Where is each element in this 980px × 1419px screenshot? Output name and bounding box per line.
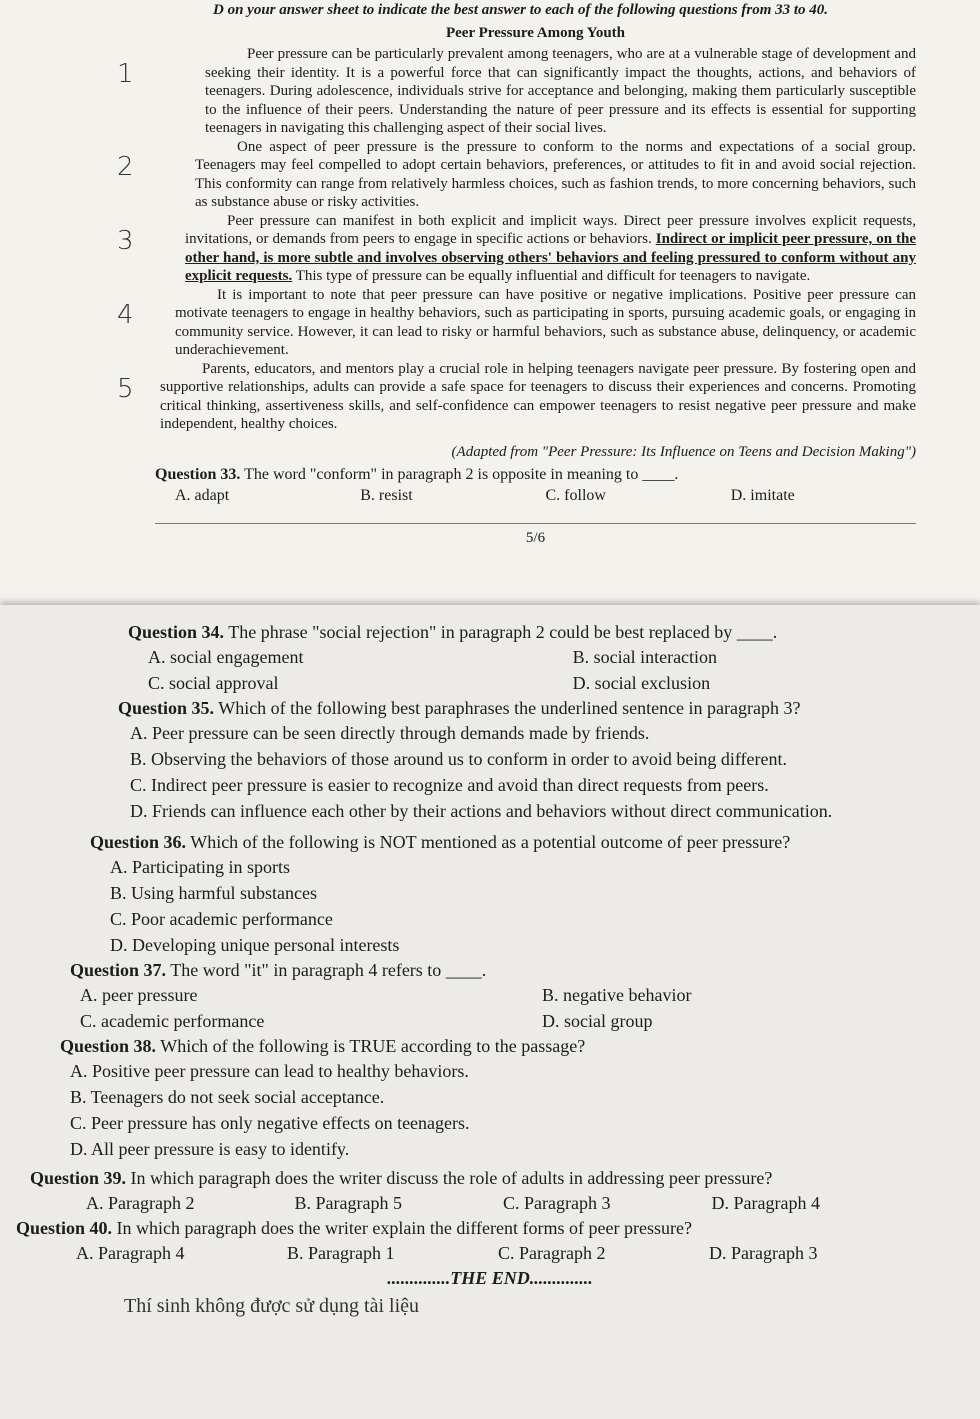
q38-option-d[interactable]: D. All peer pressure is easy to identify. bbox=[70, 1139, 350, 1159]
paragraph-3-text-c: This type of pressure can be equally influential and difficult for teenagers to navigate. bbox=[295, 268, 811, 284]
paragraph-1 bbox=[117, 45, 916, 138]
q38-option-a[interactable]: A. Positive peer pressure can lead to healthy behaviors. bbox=[70, 1061, 469, 1081]
q36-option-b[interactable]: B. Using harmful substances bbox=[110, 883, 317, 903]
q33-option-b[interactable]: B. resist bbox=[360, 486, 413, 504]
q37-option-c[interactable]: C. academic performance bbox=[80, 1011, 265, 1031]
q40-option-c[interactable]: C. Paragraph 2 bbox=[498, 1243, 606, 1263]
q34-option-d[interactable]: D. social exclusion bbox=[572, 673, 711, 693]
paragraph-4 bbox=[117, 286, 916, 360]
q34-option-b[interactable]: B. social interaction bbox=[572, 647, 718, 667]
q38-label: Question 38. bbox=[60, 1036, 157, 1056]
q34-options bbox=[60, 644, 920, 696]
q40-text: In which paragraph does the writer explain the different forms of peer pressure? bbox=[116, 1218, 692, 1238]
q34-label: Question 34. bbox=[128, 622, 225, 642]
question-39 bbox=[30, 1166, 920, 1190]
q33-option-c[interactable]: C. follow bbox=[545, 486, 606, 504]
paragraph-5-text: Parents, educators, and mentors play a crucial role in helping teenagers navigate peer pressure. By fostering open and supportive relationships, adults can provide a safe space for teenagers to discuss their experiences and concerns. Promoting critical thinking, assertiveness skills, and self-confidence can empower teenagers to resist negative peer pressure and make independent, healthy choices. bbox=[160, 360, 916, 432]
q37-option-b[interactable]: B. negative behavior bbox=[542, 985, 692, 1005]
margin-number-5: 5 bbox=[117, 373, 134, 404]
q40-option-b[interactable]: B. Paragraph 1 bbox=[287, 1243, 395, 1263]
question-35 bbox=[60, 696, 920, 720]
q36-option-d[interactable]: D. Developing unique personal interests bbox=[110, 935, 400, 955]
question-34 bbox=[60, 620, 920, 644]
q35-text: Which of the following best paraphrases the underlined sentence in paragraph 3? bbox=[218, 698, 801, 718]
paragraph-3 bbox=[117, 212, 917, 286]
q39-option-d[interactable]: D. Paragraph 4 bbox=[711, 1193, 820, 1213]
question-38 bbox=[60, 1034, 920, 1058]
passage-title: Peer Pressure Among Youth bbox=[445, 25, 626, 41]
footer-note: Thí sinh không được sử dụng tài liệu bbox=[124, 1295, 420, 1317]
q38-text: Which of the following is TRUE according to the passage? bbox=[160, 1036, 586, 1056]
q38-option-c[interactable]: C. Peer pressure has only negative effects on teenagers. bbox=[70, 1113, 470, 1133]
q34-option-a[interactable]: A. social engagement bbox=[148, 647, 304, 667]
q33-option-a[interactable]: A. adapt bbox=[175, 486, 230, 504]
margin-number-3: 3 bbox=[117, 225, 134, 256]
q35-option-a[interactable]: A. Peer pressure can be seen directly through demands made by friends. bbox=[130, 723, 650, 743]
q34-text: The phrase "social rejection" in paragraph 2 could be best replaced by ____. bbox=[228, 622, 778, 642]
q37-text: The word "it" in paragraph 4 refers to ____. bbox=[170, 960, 487, 980]
q40-label: Question 40. bbox=[16, 1218, 113, 1238]
q35-label: Question 35. bbox=[118, 698, 215, 718]
q37-option-d[interactable]: D. social group bbox=[542, 1011, 653, 1031]
instruction: D on your answer sheet to indicate the best answer to each of the following questions from 33 to 40. bbox=[213, 2, 829, 18]
q39-option-b[interactable]: B. Paragraph 5 bbox=[294, 1193, 402, 1213]
q37-option-a[interactable]: A. peer pressure bbox=[80, 985, 198, 1005]
margin-number-2: 2 bbox=[117, 151, 134, 182]
q35-options bbox=[60, 720, 920, 824]
page-number: 5/6 bbox=[155, 523, 916, 547]
q33-option-d[interactable]: D. imitate bbox=[730, 486, 795, 504]
paragraph-1-text: Peer pressure can be particularly prevalent among teenagers, who are at a vulnerable stage of development and seeking their identity. It is a powerful force that can significantly impact the thoughts, actions, and behaviors of teenagers. During adolescence, individuals strive for acceptance and belonging, making them particularly susceptible to the influence of their peers. Understanding the nature of peer pressure and its effects is essential for supporting teenagers in navigating this challenging aspect of their social lives. bbox=[205, 46, 916, 136]
question-37 bbox=[60, 958, 920, 982]
q36-option-a[interactable]: A. Participating in sports bbox=[110, 857, 290, 877]
q36-options bbox=[60, 854, 920, 958]
q35-option-d[interactable]: D. Friends can influence each other by their actions and behaviors without direct communication. bbox=[130, 801, 833, 821]
question-36 bbox=[60, 830, 920, 854]
q36-option-c[interactable]: C. Poor academic performance bbox=[110, 909, 333, 929]
q36-label: Question 36. bbox=[90, 832, 187, 852]
the-end: ..............THE END.............. bbox=[387, 1268, 593, 1288]
q33-options bbox=[155, 485, 916, 507]
paragraph-3-text-a: Peer pressure can manifest in both explicit and implicit ways. Direct peer pressure involves explicit requests, invitations, or demands from peers to engage in specific actions or behaviors. bbox=[185, 212, 916, 247]
q36-text: Which of the following is NOT mentioned as a potential outcome of peer pressure? bbox=[190, 832, 791, 852]
q40-option-d[interactable]: D. Paragraph 3 bbox=[709, 1243, 818, 1263]
q40-options bbox=[36, 1240, 920, 1266]
margin-number-1: 1 bbox=[117, 59, 134, 89]
q35-option-c[interactable]: C. Indirect peer pressure is easier to recognize and avoid than direct requests from peers. bbox=[130, 775, 769, 795]
paragraph-3-underlined-sentence: Indirect or implicit peer pressure, on the other hand, is more subtle and involves observing others' behaviors and feeling pressured to conform without any explicit requests. bbox=[185, 231, 917, 284]
q40-option-a[interactable]: A. Paragraph 4 bbox=[76, 1243, 185, 1263]
q34-option-c[interactable]: C. social approval bbox=[148, 673, 279, 693]
q39-option-c[interactable]: C. Paragraph 3 bbox=[503, 1193, 611, 1213]
exam-page-top bbox=[0, 0, 980, 632]
paragraph-4-text: It is important to note that peer pressure can have positive or negative implications. Positive peer pressure can motivate teenagers to engage in healthy behaviors, such as participating in sports, pursuing academic goals, or engaging in community service. However, it can lead to risky or harmful behaviors, such as substance abuse, delinquency, or academic underachievement. bbox=[175, 286, 916, 358]
margin-number-4: 4 bbox=[117, 299, 134, 330]
exam-page-bottom bbox=[0, 605, 980, 1419]
q39-options bbox=[46, 1190, 920, 1216]
paragraph-2 bbox=[117, 138, 916, 212]
source-citation: (Adapted from "Peer Pressure: Its Influence on Teens and Decision Making") bbox=[451, 443, 916, 460]
q37-options bbox=[60, 982, 920, 1034]
q37-label: Question 37. bbox=[70, 960, 167, 980]
paragraph-5 bbox=[117, 360, 916, 434]
q38-options bbox=[60, 1058, 920, 1162]
question-33 bbox=[155, 465, 916, 485]
question-40 bbox=[16, 1216, 920, 1240]
q33-text: The word "conform" in paragraph 2 is opposite in meaning to ____. bbox=[244, 465, 679, 483]
q38-option-b[interactable]: B. Teenagers do not seek social acceptance. bbox=[70, 1087, 385, 1107]
paragraph-2-text: One aspect of peer pressure is the pressure to conform to the norms and expectations of a social group. Teenagers may feel compelled to adopt certain behaviors, preferences, or attitudes to fit in and avoid social rejection. This conformity can range from relatively harmless choices, such as fashion trends, to more concerning behaviors, such as substance abuse or risky activities. bbox=[195, 138, 916, 210]
q39-label: Question 39. bbox=[30, 1168, 127, 1188]
q35-option-b[interactable]: B. Observing the behaviors of those around us to conform in order to avoid being different. bbox=[130, 749, 788, 769]
q33-label: Question 33. bbox=[155, 465, 241, 483]
q39-text: In which paragraph does the writer discuss the role of adults in addressing peer pressure? bbox=[130, 1168, 773, 1188]
q39-option-a[interactable]: A. Paragraph 2 bbox=[86, 1193, 195, 1213]
